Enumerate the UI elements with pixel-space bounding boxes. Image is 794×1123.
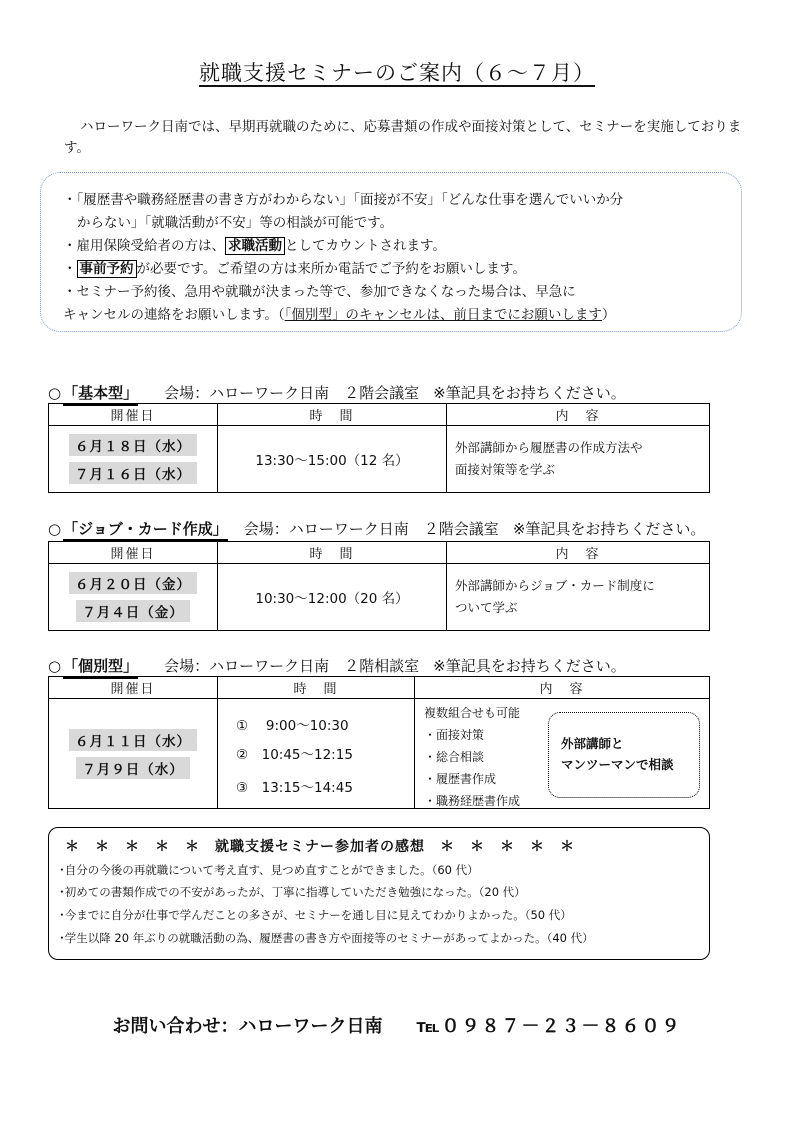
job-search-activity-highlight: 求職活動 <box>225 237 285 255</box>
time-cell: 10:30～12:00（20 名） <box>218 564 447 631</box>
option-item: ・総合相談 <box>424 750 485 764</box>
schedule-table-basic <box>48 403 710 493</box>
options-title: 複数組合せも可能 <box>424 706 521 720</box>
contact-label: お問い合わせ：ハローワーク日南 <box>112 1016 383 1037</box>
header-content: 内 容 <box>415 677 710 699</box>
section-basic-header: ○ 「基本型」 会場：ハローワーク日南 ２階会議室 ※筆記具をお持ちください。 <box>48 382 626 403</box>
section-name: 「基本型」 <box>63 384 138 406</box>
feedback-item: ･今までに自分が仕事で学んだことの多さが、セミナーを通し目に見えてわかりよかった。（50 代） <box>59 908 572 922</box>
option-item: ・履歴書作成 <box>424 772 497 786</box>
notice-line-5: ・セミナー予約後、急用や就職が決まった等で、参加できなくなった場合は、早急に <box>63 284 576 300</box>
header-time: 時 間 <box>218 542 447 564</box>
header-date: 開催日 <box>49 404 218 426</box>
notice-line-1: ・「履歴書や職務経歴書の書き方がわからない」「面接が不安」「どんな仕事を選んでいいか分 <box>63 192 624 208</box>
notice-box <box>40 172 742 332</box>
schedule-table-jobcard <box>48 541 710 631</box>
date-cell: ６月２０日（金） ７月４日（金） <box>49 564 218 631</box>
intro-paragraph: ハローワーク日南では、早期再就職のために、応募書類の作成や面接対策として、セミナーを実施しております。 <box>64 119 742 156</box>
date-cell: ６月１８日（水） ７月１６日（水） <box>49 426 218 493</box>
time-slot-2: ② 10:45～12:15 <box>236 747 353 763</box>
reservation-required-highlight: 事前予約 <box>77 260 137 278</box>
contact-line <box>0 1012 794 1038</box>
date-cell: ６月１１日（水） ７月９日（水） <box>49 699 218 809</box>
section-jobcard-header: ○ 「ジョブ・カード作成」 会場：ハローワーク日南 ２階会議室 ※筆記具をお持ちください。 <box>48 518 705 539</box>
notice-line-6: キャンセルの連絡をお願いします。（「個別型」のキャンセルは、前日までにお願いします） <box>63 307 616 323</box>
section-name: 「ジョブ・カード作成」 <box>63 520 228 542</box>
feedback-box <box>48 827 710 960</box>
header-content: 内 容 <box>447 542 710 564</box>
header-date: 開催日 <box>49 677 218 699</box>
contact-phone: ℡０９８７－２３－８６０９ <box>416 1016 682 1037</box>
feedback-item: ･学生以降 20 年ぶりの就職活動の為、履歴書の書き方や面接等のセミナーがあってよかった。（40 代） <box>59 931 594 945</box>
notice-line-4: ・ 事前予約 が必要です。ご希望の方は来所か電話でご予約をお願いします。 <box>63 261 526 277</box>
header-content: 内 容 <box>447 404 710 426</box>
header-date: 開催日 <box>49 542 218 564</box>
feedback-item: ･自分の今後の再就職について考え直す、見つめ直すことができました。（60 代） <box>59 863 479 877</box>
header-time: 時 間 <box>218 677 415 699</box>
notice-line-3: ・雇用保険受給者の方は、 求職活動 としてカウントされます。 <box>63 238 446 254</box>
option-item: ・面接対策 <box>424 728 485 742</box>
content-cell: 外部講師からジョブ・カード制度に ついて学ぶ <box>447 564 710 631</box>
content-cell: 外部講師から履歴書の作成方法や 面接対策等を学ぶ <box>447 426 710 493</box>
time-cell: 13:30～15:00（12 名） <box>218 426 447 493</box>
notice-line-2: からない」「就職活動が不安」等の相談が可能です。 <box>77 215 394 231</box>
time-slot-1: ① 9:00～10:30 <box>236 718 349 734</box>
feedback-item: ･初めての書類作成での不安があったが、丁寧に指導していただき勉強になった。（20 代） <box>59 885 526 899</box>
cancel-deadline-note: 「個別型」のキャンセルは、前日までにお願いします <box>284 307 602 323</box>
feedback-title: ＊ ＊ ＊ ＊ ＊ 就職支援セミナー参加者の感想 ＊ ＊ ＊ ＊ ＊ <box>65 839 575 855</box>
header-time: 時 間 <box>218 404 447 426</box>
option-item: ・職務経歴書作成 <box>424 794 521 808</box>
section-name: 「個別型」 <box>63 657 138 679</box>
section-individual-header: ○ 「個別型」 会場：ハローワーク日南 ２階相談室 ※筆記具をお持ちください。 <box>48 655 626 676</box>
page-title: 就職支援セミナーのご案内（６～７月） <box>199 61 595 85</box>
one-on-one-callout: 外部講師と マンツーマンで相談 <box>548 712 700 798</box>
time-slot-3: ③ 13:15～14:45 <box>236 780 353 796</box>
